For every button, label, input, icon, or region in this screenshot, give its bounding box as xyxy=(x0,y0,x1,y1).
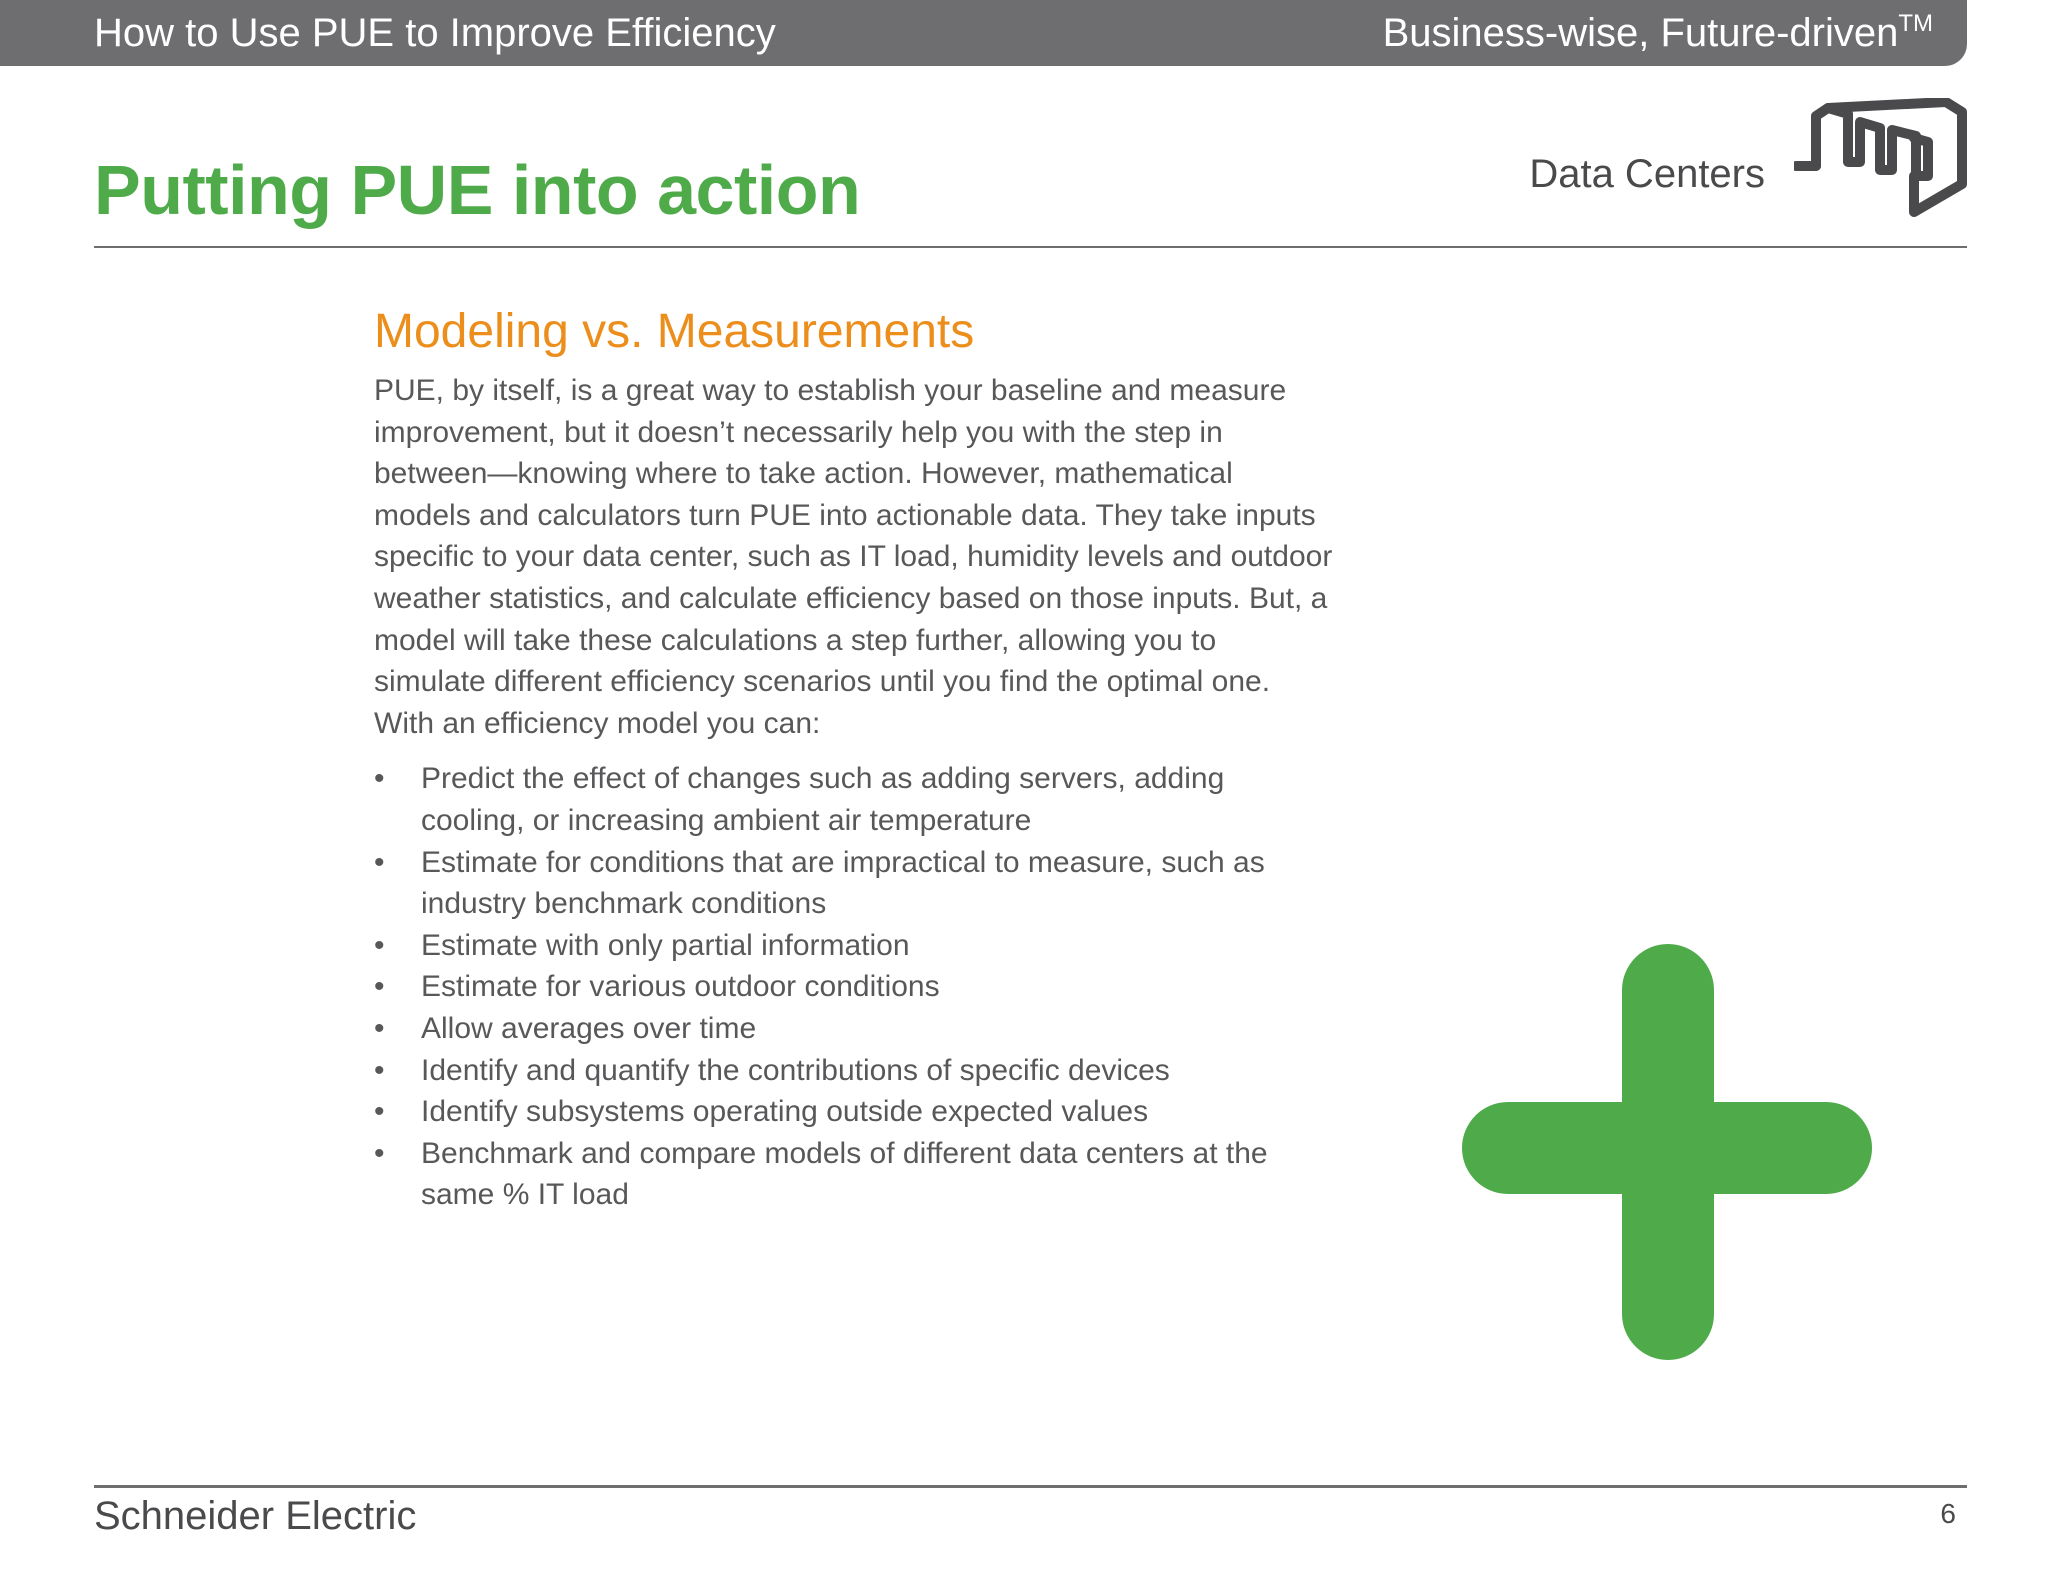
tagline-text: Business-wise, Future-driven xyxy=(1382,11,1899,55)
tagline xyxy=(1383,0,1933,66)
plus-icon xyxy=(1462,944,1872,1360)
section-subheading: Modeling vs. Measurements xyxy=(374,305,975,358)
list-item: • Estimate for various outdoor conditions xyxy=(374,966,1334,1008)
list-item: • Estimate for conditions that are impractical to measure, such as industry benchmark conditions xyxy=(374,842,1334,925)
data-center-building-icon xyxy=(1794,98,1968,220)
list-item: • Estimate with only partial information xyxy=(374,925,1334,967)
list-item: • Identify subsystems operating outside expected values xyxy=(374,1091,1334,1133)
main-content xyxy=(374,300,1374,1216)
efficiency-model-list xyxy=(374,758,1334,1216)
body-paragraph: PUE, by itself, is a great way to establish your baseline and measure improvement, but it doesn’t necessarily help you with the step in between—knowing where to take action. However, mathematical models and calculators turn PUE into actionable data. They take inputs specific to your data center, such as IT load, humidity levels and outdoor weather statistics, and calculate efficiency based on those inputs. But, a model will take these calculations a step further, allowing you to simulate different efficiency scenarios until you find the optimal one. With an efficiency model you can: xyxy=(374,374,1333,740)
footer-brand: Schneider Electric xyxy=(94,1494,417,1538)
document-title: How to Use PUE to Improve Efficiency xyxy=(94,11,776,55)
list-item: • Benchmark and compare models of different data centers at the same % IT load xyxy=(374,1133,1334,1216)
trademark-mark: TM xyxy=(1898,10,1933,37)
page-title: Putting PUE into action xyxy=(94,151,861,229)
section-label: Data Centers xyxy=(1529,152,1765,196)
list-item: • Identify and quantify the contributions of specific devices xyxy=(374,1050,1334,1092)
page-number: 6 xyxy=(1940,1498,1956,1529)
header-bar xyxy=(0,0,1967,66)
list-item: • Predict the effect of changes such as adding servers, adding cooling, or increasing ambient air temperature xyxy=(374,758,1334,841)
list-item: • Allow averages over time xyxy=(374,1008,1334,1050)
header-divider xyxy=(94,246,1967,248)
